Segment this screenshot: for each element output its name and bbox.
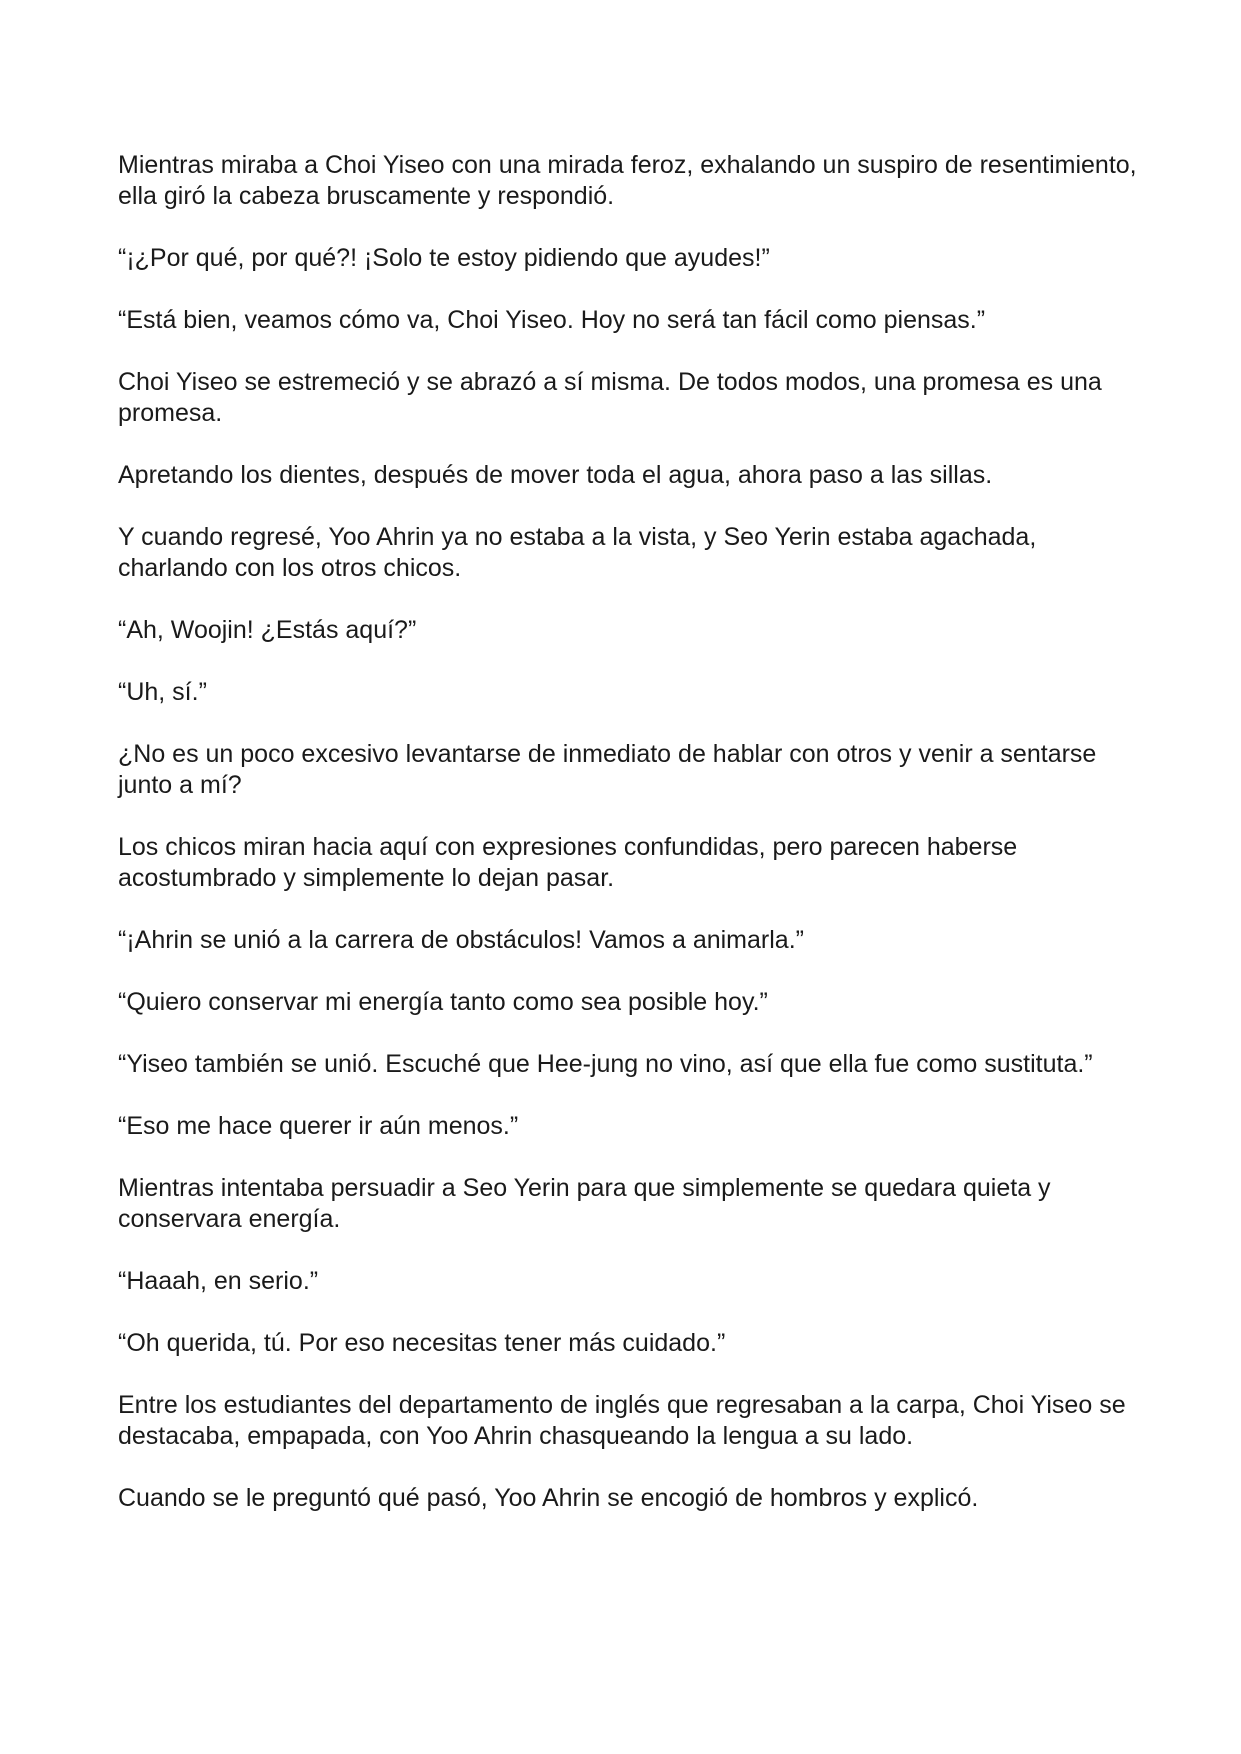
paragraph: Choi Yiseo se estremeció y se abrazó a sí misma. De todos modos, una promesa es una promesa. bbox=[118, 368, 1102, 427]
paragraph: “Quiero conservar mi energía tanto como sea posible hoy.” bbox=[118, 988, 768, 1016]
paragraph: “Ah, Woojin! ¿Estás aquí?” bbox=[118, 616, 417, 644]
paragraph: Los chicos miran hacia aquí con expresiones confundidas, pero parecen haberse acostumbrado y simplemente lo dejan pasar. bbox=[118, 833, 1018, 892]
paragraph: “Oh querida, tú. Por eso necesitas tener más cuidado.” bbox=[118, 1329, 726, 1357]
paragraph: Entre los estudiantes del departamento de inglés que regresaban a la carpa, Choi Yiseo se destacaba, empapada, con Yoo Ahrin chasqueando la lengua a su lado. bbox=[118, 1391, 1126, 1450]
paragraph: Mientras intentaba persuadir a Seo Yerin para que simplemente se quedara quieta y conservara energía. bbox=[118, 1174, 1051, 1233]
paragraph: “Haaah, en serio.” bbox=[118, 1267, 319, 1295]
paragraph: “Eso me hace querer ir aún menos.” bbox=[118, 1112, 519, 1140]
paragraph: “¡¿Por qué, por qué?! ¡Solo te estoy pidiendo que ayudes!” bbox=[118, 244, 770, 272]
paragraph: ¿No es un poco excesivo levantarse de inmediato de hablar con otros y venir a sentarse junto a mí? bbox=[118, 740, 1097, 799]
paragraph: Mientras miraba a Choi Yiseo con una mirada feroz, exhalando un suspiro de resentimiento, ella giró la cabeza bruscamente y respondió. bbox=[118, 151, 1137, 210]
paragraph: “Está bien, veamos cómo va, Choi Yiseo. Hoy no será tan fácil como piensas.” bbox=[118, 306, 986, 334]
paragraph: “Uh, sí.” bbox=[118, 678, 207, 706]
paragraph: “Yiseo también se unió. Escuché que Hee-jung no vino, así que ella fue como sustituta.” bbox=[118, 1050, 1093, 1078]
paragraph: “¡Ahrin se unió a la carrera de obstáculos! Vamos a animarla.” bbox=[118, 926, 804, 954]
paragraph: Apretando los dientes, después de mover toda el agua, ahora paso a las sillas. bbox=[118, 461, 993, 489]
text-body bbox=[118, 150, 1138, 1545]
paragraph: Cuando se le preguntó qué pasó, Yoo Ahrin se encogió de hombros y explicó. bbox=[118, 1484, 979, 1512]
paragraph: Y cuando regresé, Yoo Ahrin ya no estaba a la vista, y Seo Yerin estaba agachada, charlando con los otros chicos. bbox=[118, 523, 1037, 582]
